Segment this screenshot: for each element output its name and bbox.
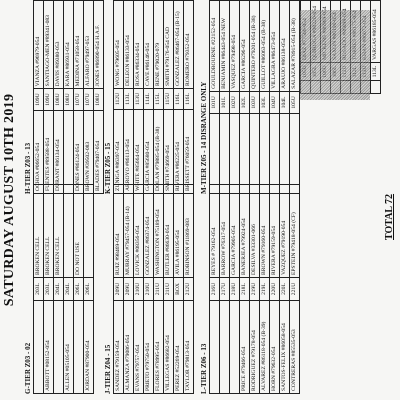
left-name-cell: DOLAN #79885-054 (B-38)	[154, 109, 164, 193]
unit-cell: 219L	[260, 278, 270, 301]
j-tier-table	[113, 184, 194, 394]
h-tier-row	[84, 1, 94, 194]
left-name-cell: FUENTES #89588-054	[44, 110, 54, 193]
unit-cell: 210U	[134, 278, 144, 301]
left-name-cell: OCHOA #06652-054	[34, 110, 44, 193]
left-name-cell: ARROYO #86113-054	[124, 109, 134, 193]
g-tier-row	[84, 185, 94, 394]
j-tier-row	[144, 185, 154, 394]
m-tier-row	[280, 1, 290, 194]
j-tier-row	[184, 185, 194, 394]
inmate-name-cell: WONG #79605-054	[114, 1, 124, 89]
inmate-name-cell: LOVICK #08356-054	[134, 185, 144, 278]
inmate-name-cell: ROSA #86334-054	[134, 1, 144, 89]
unit-cell: 104U	[270, 91, 280, 113]
inmate-name-cell: KARA #86931-054	[64, 1, 74, 89]
unit-cell: 105U	[290, 91, 300, 113]
left-name-cell	[220, 114, 230, 194]
unit-cell: 204L	[54, 278, 64, 301]
inmate-name-cell: EPSTEIN #79418-054 (CF)	[290, 185, 300, 278]
unit-cell: 204L	[64, 278, 74, 301]
h-tier-row	[94, 1, 104, 194]
left-name-cell: ABBOTT #08152-054	[44, 301, 54, 394]
l-tier-row	[230, 185, 240, 394]
l-tier-row	[250, 185, 260, 394]
left-name-cell	[230, 301, 240, 394]
left-name-cell: DURANT #86134-054	[54, 110, 64, 193]
unit-cell: 113U	[134, 89, 144, 110]
left-name-cell	[34, 301, 44, 394]
inmate-name-cell: VAZQUEZ #79190-054	[280, 185, 290, 278]
k-tier-row	[184, 1, 194, 194]
inmate-name-cell: BROKEN CELL	[44, 185, 54, 278]
left-name-cell: SMITH #74669-054	[164, 109, 174, 193]
left-name-cell: PRIETO #79750-054	[144, 301, 154, 394]
left-name-cell	[371, 80, 381, 93]
k-tier-title: K-TIER Z05 - 15	[104, 142, 112, 194]
inmate-name-cell: BARROW #76317-054	[220, 185, 230, 278]
inmate-name-cell: DO NOT USE	[74, 185, 84, 278]
m-tier-row	[230, 1, 240, 194]
inmate-name-cell: BENJAMIN #86443-054 NEW	[220, 1, 230, 92]
left-name-cell: HORN #79632-054	[270, 301, 280, 394]
m-tier-row	[260, 1, 270, 194]
unit-cell: 219U	[250, 278, 260, 301]
unit-cell: 209U	[124, 278, 134, 301]
left-name-cell	[220, 301, 230, 394]
k-tier-row	[124, 1, 134, 194]
inmate-name-cell: SALAZAR #78915-054 (B-38)	[290, 1, 300, 92]
document-title: SATURDAY AUGUST 10TH 2019	[2, 93, 17, 307]
left-name-cell: ALMANZA #79086-054	[124, 301, 134, 394]
left-name-cell: SANTOS-FELIX #86058-054	[280, 301, 290, 394]
unit-cell: 212U	[184, 278, 194, 301]
inmate-name-cell	[84, 185, 94, 278]
left-name-cell: BROWN #39502-083	[84, 110, 94, 193]
left-name-cell	[250, 114, 260, 194]
unit-cell: 217U	[220, 278, 230, 301]
m-tier-title: M-TIER Z05 - 14 DISRANGE ONLY	[200, 81, 208, 194]
left-name-cell	[210, 301, 220, 394]
inmate-name-cell: GOULDBOURNE #22152-054	[210, 1, 220, 92]
inmate-name-cell	[64, 185, 74, 278]
g-tier-row	[74, 185, 84, 394]
left-name-cell: FLORES #78995-054	[154, 301, 164, 394]
n-tier-row	[371, 1, 381, 94]
inmate-name-cell: DESILVA #33301-066	[250, 185, 260, 278]
inmate-name-cell: BUTLER #86630-054	[164, 185, 174, 278]
k-tier-row	[164, 1, 174, 194]
left-name-cell	[260, 114, 270, 194]
m-tier-row	[250, 1, 260, 194]
left-name-cell	[280, 114, 290, 194]
left-name-cell: BLADES #79407-054	[94, 110, 104, 193]
inmate-name-cell: AVILA #86195-054	[174, 185, 184, 278]
k-tier-table	[113, 0, 194, 194]
m-tier-row	[220, 1, 230, 194]
unit-cell: 116L	[174, 89, 184, 110]
unit-cell: 206L	[74, 278, 84, 301]
unit-cell: 101U	[210, 91, 220, 113]
inmate-name-cell: RUIZ #98469-054	[114, 185, 124, 278]
left-name-cell: WHITE #85664-054	[134, 109, 144, 193]
h-tier-title: H-TIER Z03 - 13	[24, 142, 32, 194]
h-tier-row	[74, 1, 84, 194]
g-tier-row	[64, 185, 74, 394]
h-tier-row	[64, 1, 74, 194]
m-tier-row	[290, 1, 300, 194]
inmate-name-cell: DELEON #86133-054	[124, 1, 134, 89]
inmate-name-cell: DAVIS #89380-053	[54, 1, 64, 89]
j-tier-title: J-TIER Z04 - 15	[104, 344, 112, 394]
inmate-name-cell: GARCIA #86296-054	[240, 1, 250, 92]
j-tier-row	[114, 185, 124, 394]
left-name-cell: EVANS #79757-054	[134, 301, 144, 394]
inmate-name-cell: GONZALEZ #86467-054 (B-15)	[174, 1, 184, 89]
inmate-name-cell: VIANZA #96979-054	[34, 1, 44, 89]
l-tier-row	[270, 185, 280, 394]
unit-cell: 109U	[44, 89, 54, 110]
unit-cell: 104L	[280, 91, 290, 113]
inmate-name-cell: BANERJEA #79924-054	[240, 185, 250, 278]
l-tier-row	[210, 185, 220, 394]
inmate-name-cell: BROKEN CELL	[34, 185, 44, 278]
unit-cell: 113L	[124, 89, 134, 110]
inmate-name-cell: SANTIAGO-MEN #89341-083	[44, 1, 54, 89]
inmate-name-cell: VILLAGRA #86473-054	[270, 1, 280, 92]
k-tier-row	[174, 1, 184, 194]
inmate-name-cell: ALFARO #79497-053	[84, 1, 94, 89]
left-name-cell: ALLEN #05105-054	[64, 301, 74, 394]
left-name-cell: ZUNIGA #86397-054	[114, 109, 124, 193]
unit-cell: 107U	[84, 89, 94, 110]
left-name-cell	[290, 114, 300, 194]
unit-cell: 116L	[184, 89, 194, 110]
unit-cell: 108U	[94, 89, 104, 110]
left-name-cell: ALVAREZ #86118-054 (B-39)	[260, 301, 270, 394]
total-label: TOTAL 72	[384, 193, 395, 240]
left-name-cell: GARCIA #85680-054	[144, 109, 154, 193]
g-tier-row	[54, 185, 64, 394]
left-name-cell	[64, 110, 74, 193]
unit-cell: 211U	[164, 278, 174, 301]
j-tier-row	[174, 185, 184, 394]
left-name-cell: VILLEGAS #86682-054	[164, 301, 174, 394]
l-tier-row	[280, 185, 290, 394]
j-tier-row	[154, 185, 164, 394]
inmate-name-cell: RENE #79020-079	[154, 1, 164, 89]
left-name-cell: PRICE #79466-054	[240, 301, 250, 394]
inmate-name-cell: ROMERO #79352-054	[184, 1, 194, 89]
left-name-cell	[54, 301, 64, 394]
unit-cell: 206L	[84, 278, 94, 301]
unit-cell: 114L	[144, 89, 154, 110]
unit-cell: 109U	[34, 89, 44, 110]
unit-cell: 220L	[280, 278, 290, 301]
unit-cell: 203L	[44, 278, 54, 301]
unit-cell: 108U	[64, 89, 74, 110]
h-tier-row	[54, 1, 64, 194]
m-tier-row	[240, 1, 250, 194]
inmate-name-cell: GONZALEZ #86374-054	[144, 185, 154, 278]
left-name-cell: RIVERA #86225-054	[174, 109, 184, 193]
inmate-name-cell: VASQUEZ #79498-054	[230, 1, 240, 92]
inmate-name-cell: JONES #86890-054 H.A.F.	[94, 1, 104, 89]
l-tier-row	[290, 185, 300, 394]
left-name-cell	[270, 114, 280, 194]
k-tier-row	[134, 1, 144, 194]
unit-cell: 102L	[240, 91, 250, 113]
inmate-name-cell: ARAUJO #86138-054	[280, 1, 290, 92]
inmate-name-cell: VARGAS #86185-054	[371, 1, 381, 63]
j-tier-row	[134, 185, 144, 394]
k-tier-row	[114, 1, 124, 194]
inmate-name-cell: QUINTERO #79201-054 (B-38)	[250, 1, 260, 92]
unit-cell: 101L	[220, 91, 230, 113]
inmate-name-cell: REYES # 79162-054	[210, 185, 220, 278]
left-name-cell: JORDAN #87900-054	[84, 301, 94, 394]
inmate-name-cell: BROWN #79160-054	[260, 185, 270, 278]
j-tier-row	[124, 185, 134, 394]
unit-cell: 221U	[290, 278, 300, 301]
inmate-name-cell: ROBINSON #11869-083	[184, 185, 194, 278]
k-tier-row	[144, 1, 154, 194]
left-name-cell: RODRIGUEZ #79178-054	[250, 301, 260, 394]
unit-cell: 211U	[154, 278, 164, 301]
unit-cell: 102U	[230, 91, 240, 113]
inmate-name-cell: CAVE #86146-054	[144, 1, 154, 89]
unit-cell: 220U	[270, 278, 280, 301]
unit-cell: BOX	[174, 278, 184, 301]
left-name-cell	[74, 301, 84, 394]
unit-cell: 107U	[74, 89, 84, 110]
left-name-cell	[230, 114, 240, 194]
unit-cell: 218L	[240, 278, 250, 301]
unit-cell: 112U	[114, 89, 124, 110]
unit-cell: 103U	[250, 91, 260, 113]
inmate-name-cell: SMITH #79176-054 CAD	[164, 1, 174, 89]
unit-cell: 209U	[114, 278, 124, 301]
g-tier-title: G-TIER Z03 - 02	[24, 342, 32, 394]
g-tier-row	[44, 185, 54, 394]
left-name-cell: DONES #86124-054	[74, 110, 84, 193]
h-tier-row	[34, 1, 44, 194]
inmate-name-cell: WASHINGTON #75189-054	[154, 185, 164, 278]
h-tier-table	[33, 0, 104, 194]
l-tier-row	[240, 185, 250, 394]
l-tier-table	[209, 184, 300, 394]
handwritten-markings	[300, 10, 370, 100]
inmate-name-cell: MEDINA #71058-054	[74, 1, 84, 89]
left-name-cell: BRISSETT #76059-054	[184, 109, 194, 193]
left-name-cell: PEREZ #52269-054	[174, 301, 184, 394]
unit-cell: 103L	[260, 91, 270, 113]
unit-cell: 108U	[54, 89, 64, 110]
k-tier-row	[154, 1, 164, 194]
l-tier-row	[220, 185, 230, 394]
inmate-name-cell: BROKEN CELL	[54, 185, 64, 278]
left-name-cell: SANDEZ #79159-054	[114, 301, 124, 394]
l-tier-row	[260, 185, 270, 394]
unit-cell: 115U	[164, 89, 174, 110]
g-tier-row	[34, 185, 44, 394]
unit-cell: 115L	[154, 89, 164, 110]
unit-cell: 203L	[34, 278, 44, 301]
unit-cell: 218U	[230, 278, 240, 301]
h-tier-row	[44, 1, 54, 194]
left-name-cell	[240, 114, 250, 194]
unit-cell: 216U	[210, 278, 220, 301]
left-name-cell: CONTRERAS #85535-053	[290, 301, 300, 394]
g-tier-table	[33, 184, 94, 394]
unit-cell: 113L	[371, 63, 381, 81]
unit-cell: 210U	[144, 278, 154, 301]
inmate-name-cell: RIVERA #79159-054	[270, 185, 280, 278]
left-name-cell: TAYLOR #79813-054	[184, 301, 194, 394]
l-tier-title: L-TIER Z06 - 13	[200, 343, 208, 394]
inmate-name-cell: GUILLOT #86063-054 (B-38)	[260, 1, 270, 92]
m-tier-table	[209, 0, 300, 194]
left-name-cell	[210, 114, 220, 194]
j-tier-row	[164, 185, 174, 394]
inmate-name-cell: GARCIA #79905-054	[230, 185, 240, 278]
m-tier-row	[210, 1, 220, 194]
m-tier-row	[270, 1, 280, 194]
inmate-name-cell: MURRAY #79457-054 (B-14)	[124, 185, 134, 278]
